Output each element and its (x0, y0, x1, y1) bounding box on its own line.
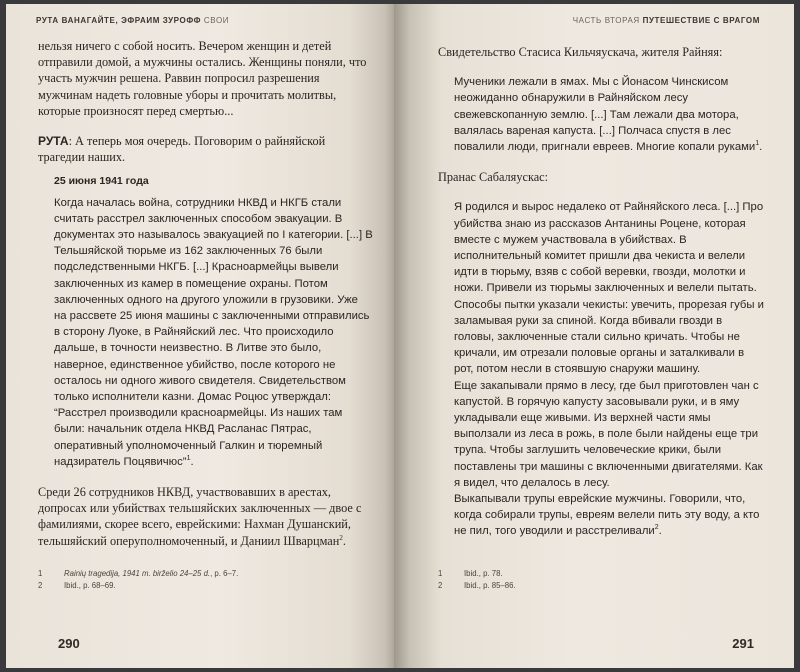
footnote-number: 2 (38, 580, 43, 590)
footnote-source: Ibid. (64, 580, 79, 590)
right-footnotes (438, 568, 516, 591)
footnote-pages: , p. 6–7. (210, 569, 239, 578)
footnote-pages: , p. 68–69. (78, 580, 116, 590)
footnote-source: Rainių tragedija, 1941 m. birželio 24–25 d. (64, 569, 211, 578)
left-footnotes (38, 568, 238, 591)
closing-paragraph: Среди 26 сотрудников НКВД, участвовавших в арестах, допросах или убийствах тельшяйских заключенных — двое с фамилиями, скорее всего, еврейскими: Нахман Душанский, тельшяйский оперуполномоченный, и Даниил Шварцман$^2$. (38, 485, 362, 548)
intro-paragraph: нельзя ничего с собой носить. Вечером женщин и детей отправили домой, а мужчины остались. Женщины поняли, что участь мужчин решена. Раввин попросил разрешения мужчинам надеть головные уборы и прочитать молитвы, которые произносят перед смертью... (38, 39, 367, 118)
testimony-heading: Свидетельство Стасиса Кильчяускача, жителя Райняя: (438, 45, 723, 59)
footnote-pages: , p. 78. (478, 569, 503, 578)
footnote-source: Ibid. (464, 580, 479, 590)
speaker-paragraph (38, 133, 373, 165)
footnote-ref-2[interactable]: 2 (654, 524, 659, 532)
footnote-item (38, 580, 238, 592)
left-page (6, 4, 396, 668)
book-spread (6, 4, 794, 668)
witness-paragraph: Еще закапывали прямо в лесу, где был приготовлен чан с капустой. В горячую капусту засовывали руки, и в яму укладывали еще живыми. Из верхней части ямы выползали из леса в рожь, в поле были найдены еще три трупа. Чтобы заглушить человеческие крики, были поставлены три машины с включенными двигателями. Как я видел, что делалось в лесу. (454, 379, 763, 489)
footnote-ref-2[interactable]: 2 (339, 533, 343, 542)
quote-paragraph: Когда началась война, сотрудники НКВД и НКГБ стали считать расстрел заключенных способом эвакуации. В документах это называлось эвакуацией по I категории. [...] В Тельшяйской тюрьме из 162 заключенных 76 были подследственными НКГБ. [...] Красноармейцы вывели заключенных из камер в помещение охраны. Потом заключенных одного на другого уложили в грузовики. Уже на рассвете 25 июня машины с заключенными отправились в сторону Луоке, в Райняйский лес. Что происходило дальше, в точности неизвестно. В Литве это было, наверное, единственное убийство, после которого не осталось ни одного живого свидетеля. Свидетельством только исполнители казни. Домас Роцюс утверждал: “Расстрел производили красноармейцы. Из наших там были: начальник отдела НКВД Расланас Пятрас, оперативный уполномоченный Галкин и тюремный надзиратель Поцявичюс”$^1$. (54, 196, 373, 468)
right-page (394, 4, 794, 668)
page-number-right: 291 (732, 636, 754, 651)
footnote-item (38, 568, 238, 580)
footnote-item (438, 580, 516, 592)
footnote-number: 1 (438, 569, 443, 578)
witness-text: Выкапывали трупы еврейские мужчины. Говорили, что, когда собирали трупы, евреям велели пить эту воду, а кто не пил, того уводили и расстреливали (454, 493, 760, 538)
running-head-right (573, 16, 760, 25)
running-head-part: ЧАСТЬ ВТОРАЯ (572, 16, 640, 25)
witness-paragraph: Я родился и вырос недалеко от Райняйского леса. [...] Про убийства знаю из рассказов Антанины Роцене, которая вместе с мужем участвовала в убийствах. В исполнительный комитет пришли два чекиста и велели идти в тюрьму, взяв с собой веревки, гвозди, молотки и ножи. Привели из тюрьмы заключенных и велели пытать. Способы пытки указали чекисты: увечить, прорезая губы и заламывая руки за спиной. Когда вбивали гвозди в головы, заключенные стали сильно кричать. Чтобы не кричали, им отрезали половые органы и заталкивали в рот, потом несли в стоявшую снаружи машину. (454, 201, 764, 376)
witness-testimony (438, 199, 764, 539)
running-head-authors: РУТА ВАНАГАЙТЕ, ЭФРАИМ ЗУРОФФ (36, 16, 202, 25)
left-body-text (38, 38, 373, 549)
page-number-left: 290 (58, 636, 80, 651)
witness-heading: Пранас Сабаляускас: (438, 170, 549, 185)
footnote-item (438, 568, 516, 580)
closing-text: Среди 26 сотрудников НКВД, участвовавших в арестах, допросах или убийствах тельшяйских заключенных — двое с фамилиями, скорее всего, еврейскими: Нахман Душанский, тельшяйский оперуполномоченный, и Даниил Шварцман (38, 485, 362, 548)
date-heading: 25 июня 1941 года (54, 175, 149, 188)
running-head-book-title: СВОИ (203, 16, 230, 25)
testimony-text: Мученики лежали в ямах. Мы с Йонасом Чинскисом неожиданно обнаружили в Райняйском лесу свежевскопанную землю. [...] Там лежали два мотора, валялась вареная капуста. [...] Полчаса спустя в лес повалили люди, пригнали евреев. Многие копали руками (454, 76, 756, 154)
speaker-line: : А теперь моя очередь. Поговорим о райняйской трагедии наших. (38, 134, 326, 165)
quote-text: Когда началась война, сотрудники НКВД и НКГБ стали считать расстрел заключенных способом эвакуации. В документах это называлось эвакуацией по I категории. [...] В Тельшяйской тюрьме из 162 заключенных 76 были подследственными НКГБ. [...] Красноармейцы вывели заключенных из камер в помещение охраны. Потом заключенных одного на другого уложили в грузовики. Уже на рассвете 25 июня машины с заключенными отправились в сторону Луоке, в Райняйский лес. Что происходило дальше, в точности неизвестно. В Литве это было, наверное, единственное убийство, после которого не осталось ни одного живого свидетеля. Свидетельством только исполнители казни. Домас Роцюс утверждал: “Расстрел производили красноармейцы. Из наших там были: начальник отдела НКВД Расланас Пятрас, оперативный уполномоченный Галкин и тюремный надзиратель Поцявичюс” (54, 196, 373, 468)
footnote-pages: , p. 85–86. (478, 580, 516, 590)
right-body-text (438, 44, 764, 540)
footnote-number: 2 (438, 580, 443, 590)
speaker-name: РУТА (38, 134, 69, 149)
footnote-ref-1[interactable]: 1 (755, 140, 760, 148)
footnote-source: Ibid. (464, 569, 479, 578)
witness-paragraph: Выкапывали трупы еврейские мужчины. Говорили, что, когда собирали трупы, евреям велели пить эту воду, а кто не пил, того уводили и расстреливали$^2$. (454, 493, 760, 538)
footnote-ref-1[interactable]: 1 (186, 455, 191, 463)
quoted-document (38, 173, 373, 470)
running-head-part-title: ПУТЕШЕСТВИЕ С ВРАГОМ (642, 16, 760, 25)
footnote-number: 1 (38, 569, 43, 578)
testimony-paragraph: Мученики лежали в ямах. Мы с Йонасом Чинскисом неожиданно обнаружили в Райняйском лесу свежевскопанную землю. [...] Там лежали два мотора, валялась вареная капуста. [...] Полчаса спустя в лес повалили люди, пригнали евреев. Многие копали руками$^1$. (454, 76, 763, 154)
running-head-left (36, 16, 229, 25)
